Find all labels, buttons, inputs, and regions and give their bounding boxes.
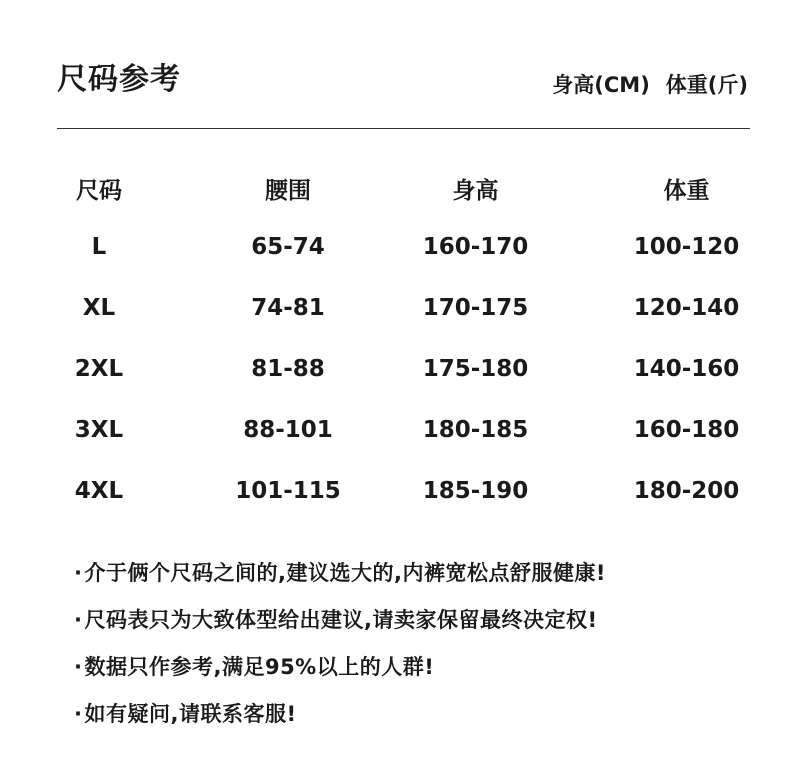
table-row xyxy=(0,399,800,460)
cell-weight: 120-140 xyxy=(633,294,740,321)
header-divider xyxy=(57,128,750,129)
cell-weight: 140-160 xyxy=(633,355,740,382)
unit-weight-label: 体重(斤) xyxy=(665,73,748,97)
size-chart-table xyxy=(0,172,800,521)
cell-size: 3XL xyxy=(74,416,124,443)
column-header-weight: 体重 xyxy=(663,178,710,204)
cell-height: 170-175 xyxy=(422,294,529,321)
note-item: · 如有疑问,请联系客服! xyxy=(74,691,606,738)
column-header-height: 身高 xyxy=(452,178,499,204)
cell-waist: 81-88 xyxy=(251,355,325,382)
cell-waist: 101-115 xyxy=(235,477,341,504)
column-header-waist: 腰围 xyxy=(265,178,311,204)
cell-size: XL xyxy=(82,294,116,321)
cell-waist: 74-81 xyxy=(251,294,325,321)
table-header-row xyxy=(0,172,800,216)
cell-size: 2XL xyxy=(74,355,124,382)
cell-weight: 100-120 xyxy=(633,233,740,260)
note-item: · 尺码表只为大致体型给出建议,请卖家保留最终决定权! xyxy=(74,597,606,644)
cell-height: 180-185 xyxy=(422,416,529,443)
cell-weight: 180-200 xyxy=(633,477,740,504)
cell-height: 160-170 xyxy=(422,233,529,260)
cell-waist: 65-74 xyxy=(251,233,325,260)
cell-weight: 160-180 xyxy=(633,416,740,443)
cell-height: 185-190 xyxy=(422,477,529,504)
table-row xyxy=(0,216,800,277)
unit-note xyxy=(552,70,748,100)
note-item: · 介于俩个尺码之间的,建议选大的,内裤宽松点舒服健康! xyxy=(74,550,606,597)
column-header-size: 尺码 xyxy=(76,178,122,204)
notes-list xyxy=(74,550,606,738)
table-row xyxy=(0,277,800,338)
cell-height: 175-180 xyxy=(422,355,529,382)
page-title: 尺码参考 xyxy=(57,62,181,97)
cell-size: 4XL xyxy=(74,477,124,504)
note-item: · 数据只作参考,满足95%以上的人群! xyxy=(74,644,606,691)
table-row xyxy=(0,460,800,521)
table-row xyxy=(0,338,800,399)
cell-size: L xyxy=(91,233,107,260)
cell-waist: 88-101 xyxy=(243,416,333,443)
unit-height-label: 身高(CM) xyxy=(552,73,650,97)
